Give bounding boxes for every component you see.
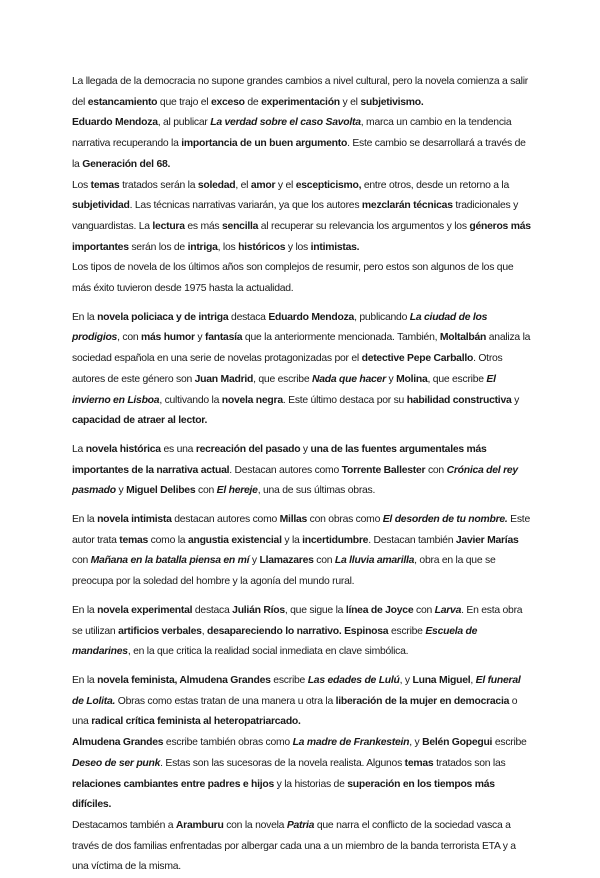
bold-text: Eduardo Mendoza xyxy=(72,117,158,129)
body-paragraph xyxy=(72,510,532,593)
text-run: analiza la sociedad española en una serie de novelas protagonizadas por el xyxy=(72,332,531,365)
bold-text: detective Pepe Carballo xyxy=(361,353,474,365)
text-run: serán los de xyxy=(128,241,188,253)
body-paragraph xyxy=(72,733,532,816)
bold-text: radical crítica feminista al heteropatriarcado. xyxy=(91,716,301,728)
text-run: y la historias de xyxy=(274,778,348,790)
bold-text: Moltalbán xyxy=(439,332,487,344)
body-paragraph xyxy=(72,113,532,175)
text-run: que la anteriormente mencionada. También, xyxy=(242,332,440,344)
body-paragraph xyxy=(72,440,532,502)
text-run: , con xyxy=(117,332,142,344)
bold-text: liberación de la mujer en democracia xyxy=(335,695,510,707)
book-title: Patria xyxy=(286,819,315,831)
bold-text: novela intimista xyxy=(97,514,172,526)
text-run: . Las técnicas narrativas variarán, ya que los autores xyxy=(129,200,362,212)
body-paragraph xyxy=(72,176,532,259)
text-run: y la xyxy=(281,534,303,546)
text-run: . Otros autores de este género son xyxy=(72,353,503,385)
bold-text: mezclarán técnicas xyxy=(361,200,453,212)
body-paragraph xyxy=(72,72,532,113)
text-run: En la xyxy=(72,604,98,616)
bold-text: exceso xyxy=(210,96,245,108)
text-run: escribe también obras como xyxy=(163,737,293,749)
book-title: El invierno en Lisboa xyxy=(72,373,496,406)
text-run: , que escribe xyxy=(427,373,487,385)
text-run: , cultivando la xyxy=(159,394,222,406)
book-title: El desorden de tu nombre. xyxy=(382,514,508,526)
bold-text: Miguel Delibes xyxy=(126,485,196,497)
bold-text: Generación del 68. xyxy=(82,158,171,170)
text-run: tratados son las xyxy=(433,757,506,769)
text-run: , obra en la que se preocupa por la soledad del hombre y la agonía del mundo rural. xyxy=(72,555,496,588)
text-run: con xyxy=(413,604,435,616)
book-title: La madre de Frankestein xyxy=(292,737,410,749)
text-run: Obras como estas tratan de una manera u otra la xyxy=(115,695,336,707)
text-run: destacan autores como xyxy=(171,514,280,526)
bold-text: temas xyxy=(90,179,120,191)
book-title: La verdad sobre el caso Savolta xyxy=(210,117,361,129)
text-run: , al publicar xyxy=(157,117,211,129)
bold-text: angustia existencial xyxy=(187,534,282,546)
text-run: al recuperar su relevancia los argumentos y los xyxy=(258,220,470,232)
bold-text: Molina xyxy=(396,373,428,385)
text-run: , publicando xyxy=(354,311,410,323)
text-run: destaca xyxy=(192,604,233,616)
text-run: de xyxy=(244,96,262,108)
text-run: , los xyxy=(217,241,239,253)
body-paragraph xyxy=(72,308,532,432)
book-title: La ciudad de los prodigios xyxy=(72,311,488,344)
text-run: con xyxy=(72,555,91,567)
bold-text: escepticismo, xyxy=(295,179,362,191)
text-run: y xyxy=(115,485,127,497)
bold-text: estancamiento xyxy=(87,96,158,108)
text-run: o una xyxy=(72,695,518,728)
bold-text: habilidad constructiva xyxy=(406,394,512,406)
bold-text: Belén Gopegui xyxy=(422,737,493,749)
text-run: , y xyxy=(399,674,413,686)
bold-text: subjetivismo. xyxy=(360,96,424,108)
text-run: entre otros, desde un retorno a la xyxy=(361,179,510,191)
text-run: . Este último destaca por su xyxy=(282,394,407,406)
text-run: y xyxy=(249,555,260,567)
text-run: , una de sus últimas obras. xyxy=(257,485,376,497)
book-title: Las edades de Lulú xyxy=(307,674,400,686)
bold-text: relaciones cambiantes entre padres e hijos xyxy=(72,778,275,790)
text-run: , en la que critica la realidad social inmediata en clave simbólica. xyxy=(127,646,409,658)
text-run: con xyxy=(425,464,447,476)
bold-text: Juan Madrid xyxy=(194,373,254,385)
book-title: Escuela de mandarines xyxy=(72,625,478,658)
text-run: Destacamos también a xyxy=(72,819,176,831)
text-run: Los tipos de novela de los últimos años son complejos de resumir, pero estos son algunos de los que más éxito tuvieron desde 1975 hasta la actualidad. xyxy=(72,262,514,295)
bold-text: recreación del pasado xyxy=(195,443,301,455)
bold-text: novela negra xyxy=(221,394,283,406)
text-run: y los xyxy=(285,241,311,253)
bold-text: línea de Joyce xyxy=(345,604,414,616)
text-run: escribe xyxy=(388,625,426,637)
bold-text: novela histórica xyxy=(85,443,161,455)
bold-text: una de las fuentes argumentales más importantes de la narrativa actual xyxy=(72,443,487,476)
book-title: Deseo de ser punk xyxy=(72,757,161,769)
text-run: con obras como xyxy=(307,514,383,526)
text-run: Los xyxy=(72,179,91,191)
text-run: y el xyxy=(339,96,361,108)
bold-text: novela experimental xyxy=(97,604,193,616)
text-run: La llegada de la democracia no supone grandes cambios a nivel cultural, pero la novela comienza a salir del xyxy=(72,76,528,108)
text-run: escribe xyxy=(492,737,527,749)
text-run: y xyxy=(194,332,206,344)
text-run: con xyxy=(313,555,335,567)
text-run: En la xyxy=(72,674,98,686)
text-run: . Destacan también xyxy=(368,534,456,546)
bold-text: importancia de un buen argumento xyxy=(181,138,348,150)
bold-text: superación en los tiempos más difíciles. xyxy=(72,778,495,811)
text-run: , xyxy=(470,674,476,686)
bold-text: Millas xyxy=(279,514,308,526)
bold-text: Espinosa xyxy=(344,625,389,637)
book-title: Crónica del rey pasmado xyxy=(72,464,518,497)
bold-text: experimentación xyxy=(261,96,340,108)
bold-text: temas xyxy=(404,757,434,769)
body-paragraph xyxy=(72,258,532,299)
bold-text: temas xyxy=(119,534,149,546)
bold-text: más humor xyxy=(141,332,195,344)
bold-text: Julián Ríos xyxy=(232,604,285,616)
bold-text: fantasía xyxy=(205,332,243,344)
book-title: Nada que hacer xyxy=(312,373,386,385)
bold-text: desapareciendo lo narrativo. xyxy=(207,625,342,637)
text-run: tradicionales y vanguardistas. La xyxy=(72,200,519,232)
text-run: y xyxy=(300,443,311,455)
body-paragraph xyxy=(72,601,532,663)
text-run: es una xyxy=(160,443,196,455)
body-paragraph xyxy=(72,816,532,878)
bold-text: amor xyxy=(250,179,276,191)
book-title: El hereje xyxy=(216,485,258,497)
text-run: , el xyxy=(235,179,251,191)
text-run: , y xyxy=(409,737,423,749)
bold-text: Aramburu xyxy=(175,819,224,831)
bold-text: Llamazares xyxy=(259,555,314,567)
bold-text: Torrente Ballester xyxy=(341,464,426,476)
text-run: escribe xyxy=(270,674,308,686)
bold-text: Javier Marías xyxy=(455,534,519,546)
text-run: tratados serán la xyxy=(119,179,198,191)
bold-text: soledad xyxy=(197,179,236,191)
text-run: , xyxy=(201,625,207,637)
text-run: . Estas son las sucesoras de la novela realista. Algunos xyxy=(160,757,405,769)
text-run: En la xyxy=(72,514,98,526)
bold-text: Eduardo Mendoza xyxy=(268,311,355,323)
bold-text: intriga xyxy=(187,241,218,253)
bold-text: incertidumbre xyxy=(302,534,369,546)
text-run: Este autor trata xyxy=(72,514,530,546)
book-title: Larva xyxy=(434,604,462,616)
text-run: es más xyxy=(184,220,223,232)
bold-text: artificios verbales xyxy=(118,625,202,637)
book-title: El funeral de Lolita. xyxy=(72,674,521,707)
bold-text: sencilla xyxy=(222,220,259,232)
book-title: La lluvia amarilla xyxy=(334,555,415,567)
bold-text: subjetividad xyxy=(72,200,130,212)
text-run: , que escribe xyxy=(253,373,312,385)
bold-text: Almudena Grandes xyxy=(72,737,164,749)
text-run: . Destacan autores como xyxy=(229,464,342,476)
text-run: como la xyxy=(148,534,188,546)
bold-text: géneros más importantes xyxy=(72,220,531,253)
text-run: . En esta obra se utilizan xyxy=(72,604,523,637)
text-run: En la xyxy=(72,311,98,323)
bold-text: históricos xyxy=(238,241,286,253)
bold-text: capacidad de atraer al lector. xyxy=(72,415,208,427)
text-run: que trajo el xyxy=(157,96,211,108)
bold-text: lectura xyxy=(152,220,185,232)
text-run: . Este cambio se desarrollará a través de la xyxy=(72,138,526,170)
text-run: La xyxy=(72,443,86,455)
book-title: Mañana en la batalla piensa en mí xyxy=(90,555,250,567)
text-run: y el xyxy=(275,179,296,191)
bold-text: novela feminista, Almudena Grandes xyxy=(97,674,271,686)
document-page xyxy=(72,72,532,878)
text-run: y xyxy=(385,373,397,385)
bold-text: novela policiaca y de intriga xyxy=(97,311,229,323)
text-run: , marca un cambio en la tendencia narrativa recuperando la xyxy=(72,117,512,150)
text-run: destaca xyxy=(228,311,269,323)
text-run: y xyxy=(511,394,520,406)
text-run: que narra el conflicto de la sociedad vasca a través de dos familias enfrentadas por albergar cada una a un miembro de la banda terrorista ETA y a una víctima de la misma. xyxy=(72,819,516,873)
bold-text: intimistas. xyxy=(310,241,360,253)
text-run: con xyxy=(195,485,217,497)
text-run: , que sigue la xyxy=(284,604,346,616)
bold-text: Luna Miguel xyxy=(412,674,471,686)
text-run: con la novela xyxy=(223,819,287,831)
body-paragraph xyxy=(72,671,532,733)
